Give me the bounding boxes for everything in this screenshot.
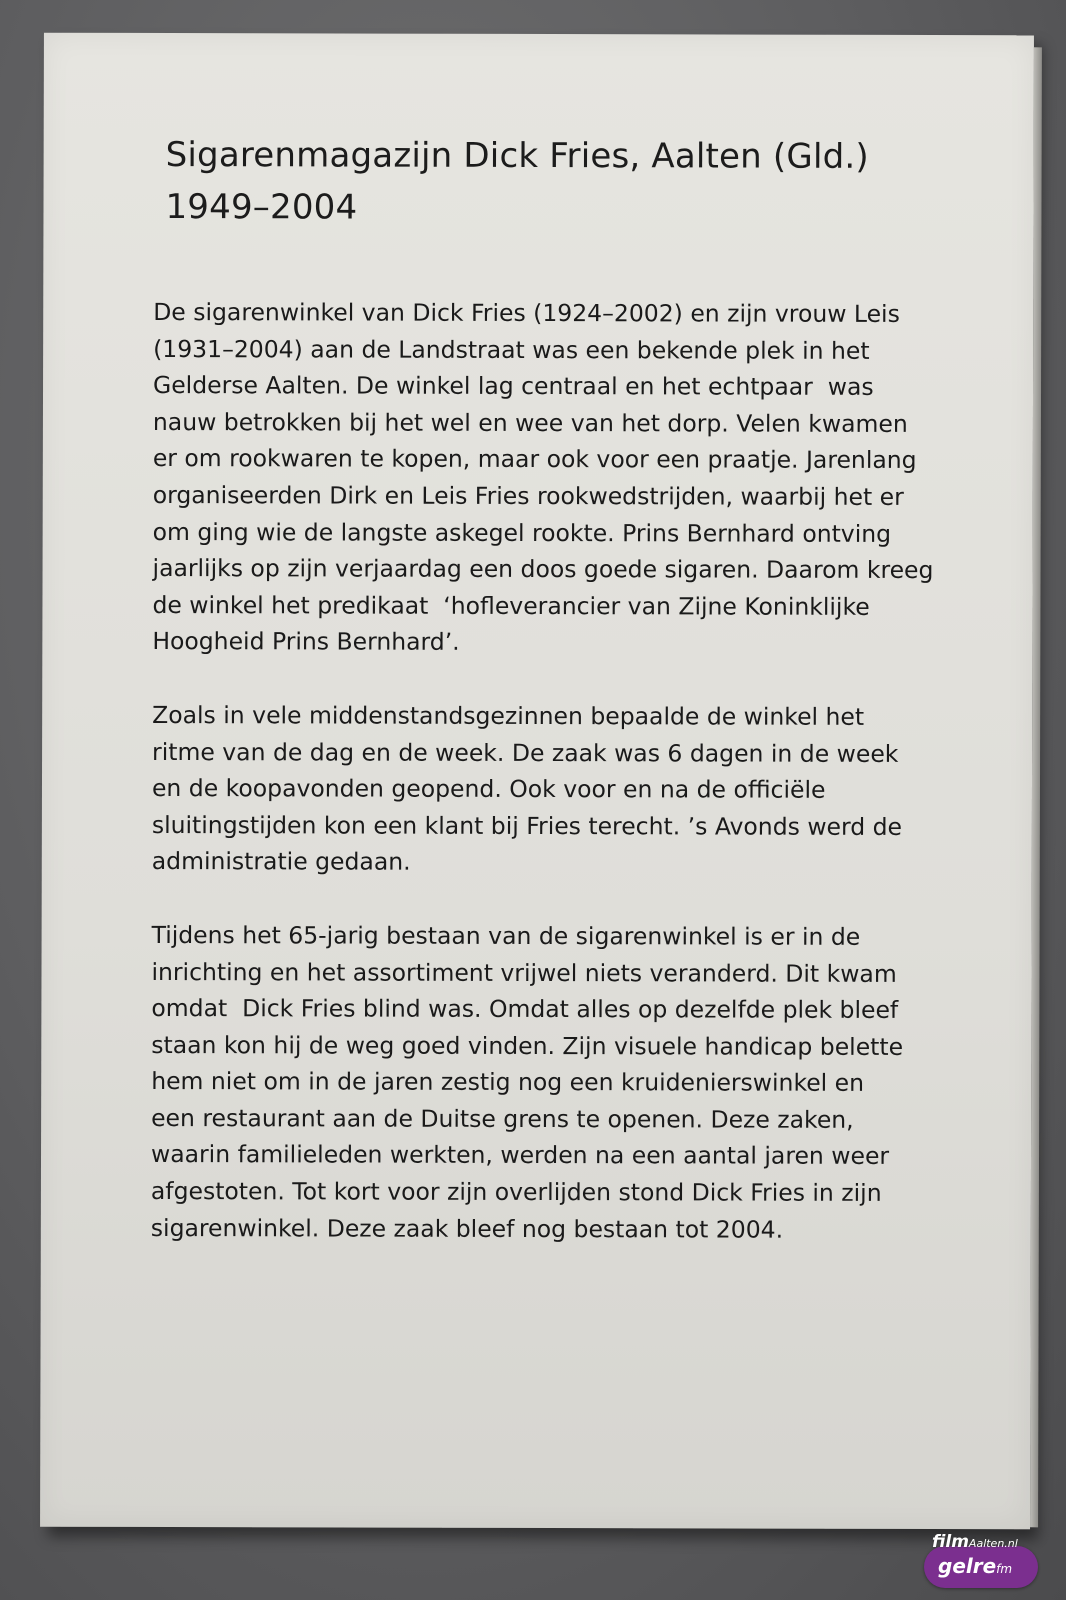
sign-title <box>165 129 869 235</box>
text-line: Gelderse Aalten. De winkel lag centraal en het echtpaar was <box>152 371 874 402</box>
sign-title-years: 1949–2004 <box>165 187 358 228</box>
sign-title-line: Sigarenmagazijn Dick Fries, Aalten (Gld.) <box>165 135 869 177</box>
text-line: ritme van de dag en de week. De zaak was 6 dagen in de week <box>152 737 899 768</box>
watermark-logo <box>918 1532 1048 1594</box>
sign-edge <box>1030 47 1042 1527</box>
text-line: sigarenwinkel. Deze zaak bleef nog bestaan tot 2004. <box>150 1213 784 1244</box>
text-line: afgestoten. Tot kort voor zijn overlijden stond Dick Fries in zijn <box>150 1177 882 1207</box>
paragraph-history <box>152 294 934 662</box>
text-line: staan kon hij de weg goed vinden. Zijn visuele handicap belette <box>151 1030 904 1061</box>
text-line: organiseerden Dirk en Leis Fries rookwedstrijden, waarbij het er <box>152 480 904 511</box>
text-line: hem niet om in de jaren zestig nog een kruidenierswinkel en <box>151 1067 865 1098</box>
text-line: (1931–2004) aan de Landstraat was een bekende plek in het <box>153 334 870 365</box>
logo-gelre: gelre <box>938 1554 997 1578</box>
text-line: De sigarenwinkel van Dick Fries (1924–2002) en zijn vrouw Leis <box>153 297 900 328</box>
text-line: nauw betrokken bij het wel en wee van het dorp. Velen kwamen <box>152 407 908 438</box>
text-line: inrichting en het assortiment vrijwel niets veranderd. Dit kwam <box>151 957 897 988</box>
text-line: waarin familieleden werkten, werden na een aantal jaren weer <box>150 1140 890 1171</box>
text-line: er om rookwaren te kopen, maar ook voor een praatje. Jarenlang <box>152 444 917 475</box>
logo-film: film <box>932 1532 969 1552</box>
text-line: en de koopavonden geopend. Ook voor en na de officiële <box>151 774 826 804</box>
logo-bottom-text <box>938 1554 1012 1578</box>
logo-aalten: Aalten.nl <box>968 1537 1018 1550</box>
text-line: Hoogheid Prins Bernhard’. <box>152 627 460 657</box>
logo-fm: fm <box>996 1562 1013 1576</box>
text-line: sluitingstijden kon een klant bij Fries terecht. ’s Avonds werd de <box>151 810 903 841</box>
text-line: jaarlijks op zijn verjaardag een doos goede sigaren. Daarom kreeg <box>152 554 934 585</box>
text-line: administratie gedaan. <box>151 847 411 876</box>
paragraph-daily-rhythm <box>152 697 927 882</box>
text-line: omdat Dick Fries blind was. Omdat alles op dezelfde plek bleef <box>151 994 899 1025</box>
text-line: Zoals in vele middenstandsgezinnen bepaalde de winkel het <box>152 700 865 731</box>
text-line: Tijdens het 65-jarig bestaan van de sigarenwinkel is er in de <box>151 920 861 951</box>
exhibition-sign <box>40 33 1034 1530</box>
text-line: om ging wie de langste askegel rookte. Prins Bernhard ontving <box>152 517 892 548</box>
logo-top-text <box>932 1532 1018 1552</box>
sign-body <box>150 294 934 1285</box>
paragraph-blindness <box>151 917 927 1248</box>
text-line: de winkel het predikaat ‘hofleverancier van Zijne Koninklijke <box>152 590 870 621</box>
text-line: een restaurant aan de Duitse grens te openen. Deze zaken, <box>151 1103 854 1134</box>
